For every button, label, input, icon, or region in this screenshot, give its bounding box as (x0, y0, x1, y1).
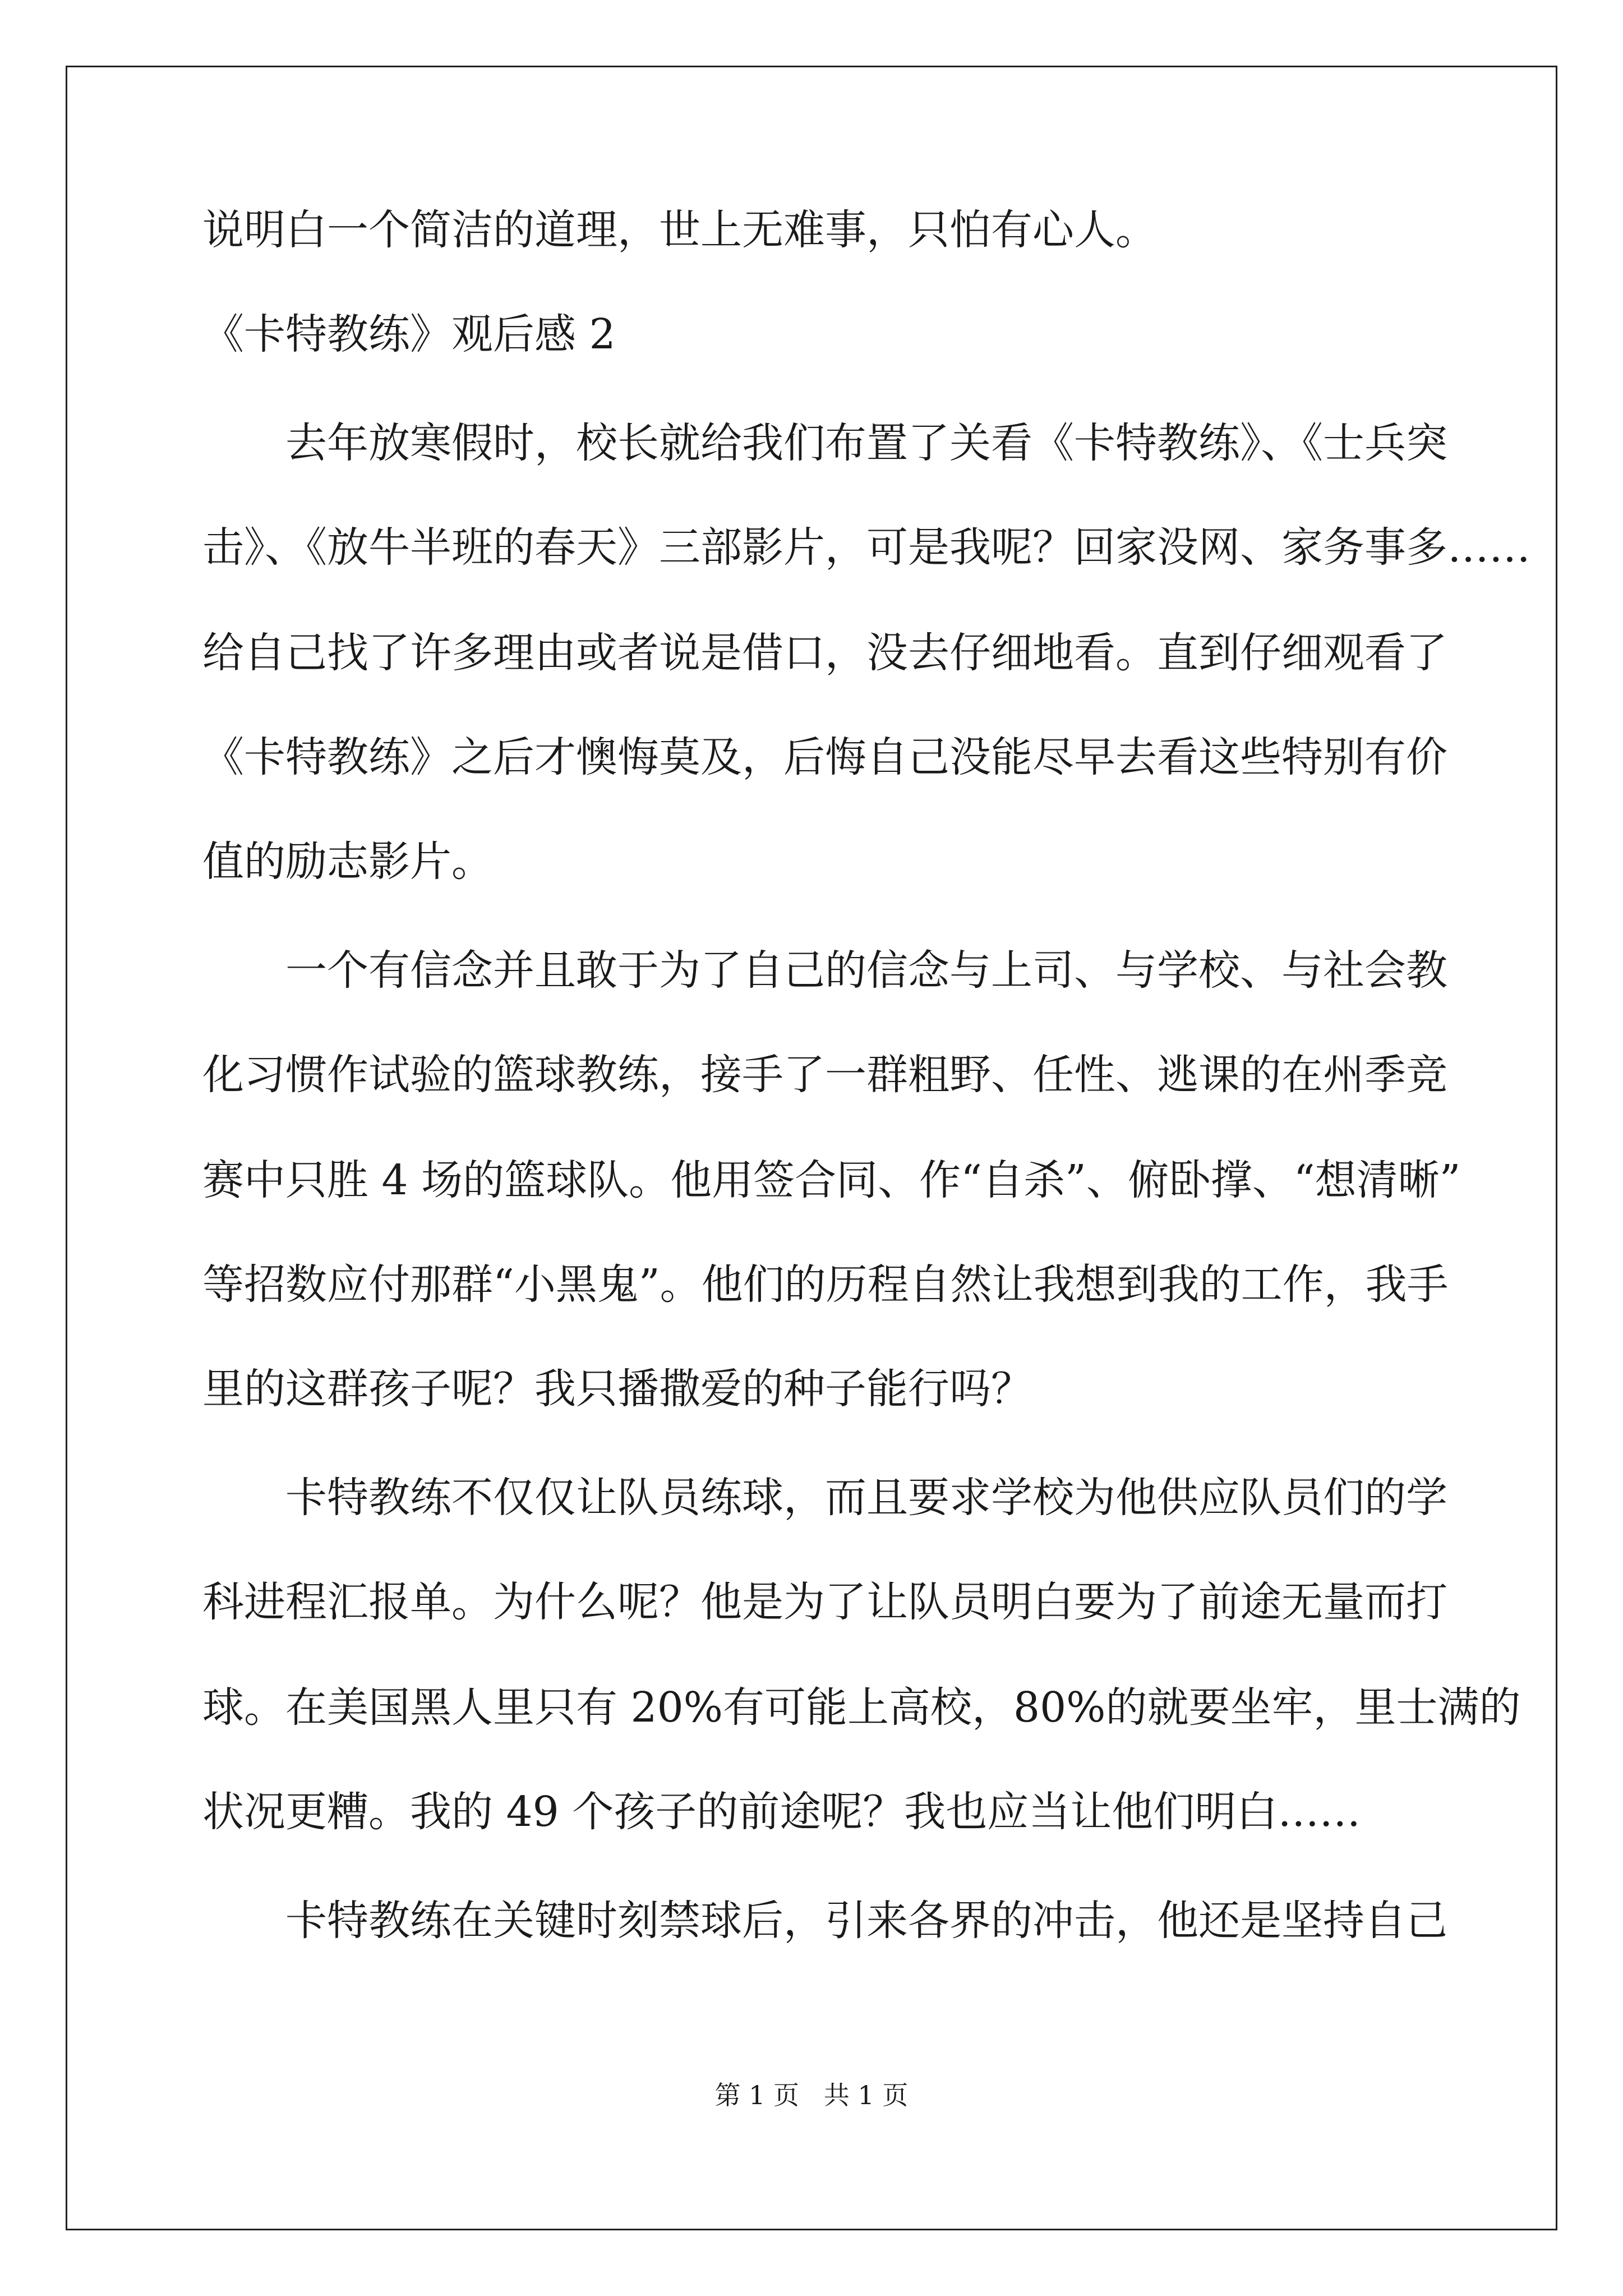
text-line: 等招数应付那群“小黑鬼”。他们的历程自然让我想到我的工作，我手 (202, 1260, 1449, 1309)
text-line: 化习惯作试验的篮球教练，接手了一群粗野、任性、逃课的在州季竞 (202, 1051, 1447, 1099)
text-line: 科进程汇报单。为什么呢？他是为了让队员明白要为了前途无量而打 (202, 1578, 1447, 1626)
text-line: 卡特教练不仅仅让队员练球，而且要求学校为他供应队员们的学 (285, 1474, 1447, 1522)
text-line: 状况更糟。我的 49 个孩子的前途呢？我也应当让他们明白…… (202, 1788, 1361, 1836)
text-line: 球。在美国黑人里只有 20%有可能上高校，80%的就要坐牢，里士满的 (202, 1683, 1521, 1732)
text-line: 卡特教练在关键时刻禁球后，引来各界的冲击，他还是坚持自己 (285, 1897, 1447, 1945)
text-line: 去年放寒假时，校长就给我们布置了关看《卡特教练》、《士兵突 (285, 419, 1447, 467)
text-line: 击》、《放牛半班的春天》三部影片，可是我呢？回家没网、家务事多…… (202, 523, 1530, 572)
text-line: 值的励志影片。 (202, 838, 493, 886)
text-line: 里的这群孩子呢？我只播撒爱的种子能行吗？ (202, 1365, 1032, 1413)
text-line: 给自己找了许多理由或者说是借口，没去仔细地看。直到仔细观看了 (202, 629, 1447, 677)
text-line: 说明白一个简洁的道理，世上无难事，只怕有心人。 (202, 206, 1157, 254)
section-heading: 《卡特教练》观后感 2 (202, 310, 616, 358)
text-line: 赛中只胜 4 场的篮球队。他用签合同、作“自杀”、俯卧撑、“想清晰” (202, 1156, 1461, 1204)
text-line: 《卡特教练》之后才懊悔莫及，后悔自己没能尽早去看这些特别有价 (202, 733, 1447, 781)
page-footer: 第 1 页 共 1 页 (714, 2080, 909, 2110)
text-line: 一个有信念并且敢于为了自己的信念与上司、与学校、与社会教 (285, 946, 1447, 995)
